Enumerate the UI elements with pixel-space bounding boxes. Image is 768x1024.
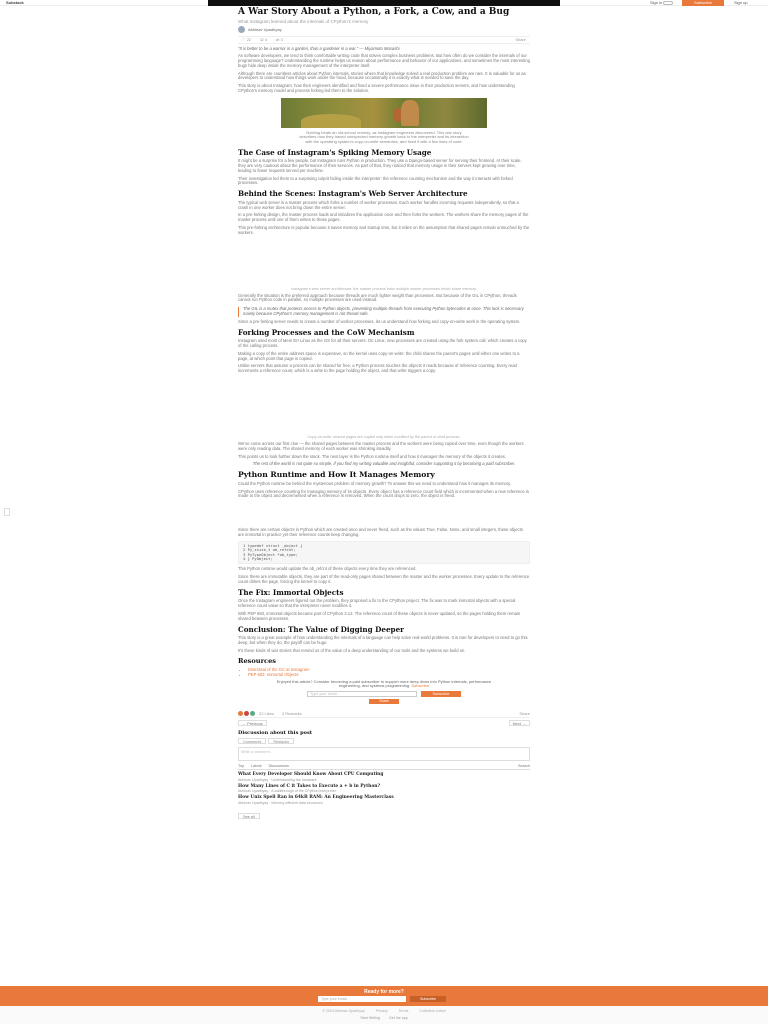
copyright: © 2024 Abhinav Upadhyay <box>322 1009 365 1013</box>
resources-heading: Resources <box>238 656 276 665</box>
tab-latest[interactable]: Latest <box>251 763 262 768</box>
body-paragraph: This points us to look further down the stack. The next layer is the Python runtime itself and how it manages the memory of the objects it creates. <box>238 453 507 459</box>
related-title[interactable]: How Many Lines of C it Takes to Execute a + b in Python? <box>238 783 381 789</box>
footer-subscribe-button[interactable]: Subscribe <box>410 996 446 1002</box>
section-paragraph: This pre-forking architecture is popular because it saves memory and startup time, but it relies on the assumption that shared pages remain untouched by the workers. <box>238 225 530 235</box>
subscribe-quote: The rest of the world is not quite so simple, if you find my writing valuable and insightful, consider supporting it by becoming a paid subscriber. <box>252 461 516 467</box>
epigraph: "It is better to be a warrior in a garden, than a gardener in a war." — Miyamoto Musashi <box>238 45 400 51</box>
subscribe-button[interactable]: Subscribe <box>421 691 461 697</box>
article-column <box>238 8 530 823</box>
code-line: 1 typedef struct _object { <box>243 542 303 548</box>
footer-cta <box>0 986 768 1006</box>
subfooter <box>0 1006 768 1024</box>
tab-comments[interactable]: Comments <box>238 738 266 744</box>
article-subtitle: What Instagram learned about the internals of CPython's memory <box>238 18 369 24</box>
section-heading: The Case of Instagram's Spiking Memory Usage <box>238 147 432 157</box>
code-line: 4 } PyObject; <box>243 555 273 561</box>
section-paragraph: Unlike servers that assume a process can be shared for free, a Python process touches the objects it reads because of reference counting. Every read increments a reference count, which is a write to the page holding the object, and that write triggers a copy. <box>238 363 517 374</box>
author-name[interactable]: Abhinav Upadhyay <box>248 27 282 32</box>
next-post-button[interactable]: Next → <box>509 720 530 726</box>
section-paragraph: Making a copy of the entire address space is expensive, so the kernel uses copy-on-write: the child shares the parent's pages until either one writes to a page, at which point that page is copied. <box>238 350 520 361</box>
email-input[interactable]: Type your email... <box>307 691 417 697</box>
section-paragraph: The typical web server is a master process which forks a number of worker processes. Each worker handles incoming requests independently, so that a crash in one worker does not bring down the entire server. <box>238 199 519 210</box>
comment-input[interactable]: Write a comment... <box>238 747 530 761</box>
section-heading: Behind the Scenes: Instagram's Web Server Architecture <box>238 189 468 199</box>
list-tabs <box>238 764 530 770</box>
share-button[interactable]: Share <box>519 710 530 716</box>
search-icon[interactable] <box>663 1 673 5</box>
see-all-button[interactable]: See all <box>238 813 260 819</box>
diagram-placeholder <box>238 499 530 525</box>
discussion-tabs <box>238 738 530 744</box>
collection-notice-link[interactable]: Collection notice <box>419 1009 446 1013</box>
related-title[interactable]: What Every Developer Should Know About CPU Computing <box>238 771 384 777</box>
hero-caption: Nothing beats an old-school remedy, as Instagram engineers discovered. This war story describes how they traced unexpected memory growth back to the interpreter and its interaction with the operating system's copy-on-write semantics, and fixed it with a few lines of code. <box>299 129 469 145</box>
section-paragraph: It might be a surprise for a few people, but Instagram runs Python in production. They use a Django-based server for serving their frontend. At their scale, they are very cautious about the performance of their services. As part of that, they noticed that memory usage in their servers kept growing over time, leading to fewer requests served per machine. <box>238 158 522 173</box>
resources-list <box>238 667 530 677</box>
get-app-link[interactable]: Get the app <box>388 1016 408 1020</box>
intro-paragraph: As software developers, we tend to think comfortable writing code that solves complex business problems. But how often do we consider the internals of our programming language? Understanding the runtime helps us reason about performance and behavior of our applications, and sometimes the most interesting bugs hide deep inside the memory management of the interpreter itself. <box>238 53 530 68</box>
body-paragraph: Since a pre-forking server needs to create a number of worker processes, let us understand how forking and copy-on-write work in the operating system. <box>238 318 521 324</box>
related-meta: Abhinav Upadhyay · Understanding the hardware <box>238 777 317 782</box>
section-paragraph: Could the Python runtime be behind the mysterious problem of memory growth? To answer this we need to understand how it manages its memory. <box>238 480 512 486</box>
callout: The GIL is a mutex that protects access to Python objects, preventing multiple threads from executing Python bytecodes at once. This lock is necessary mainly because CPython's memory management is not thread-safe. <box>238 307 530 317</box>
comment-button[interactable]: ⬭ 4 <box>260 37 268 42</box>
diagram-placeholder <box>238 374 530 432</box>
related-title[interactable]: How Unix Spell Ran in 64kB RAM: An Engineering Masterclass <box>238 795 394 801</box>
share-button[interactable]: Share <box>369 699 399 704</box>
section-paragraph: Once the Instagram engineers figured out the problem, they proposed a fix to the CPython project. The fix was to mark immortal objects with a special reference count value so that the interpreter never modifies it. <box>238 598 516 609</box>
section-heading: Forking Processes and the CoW Mechanism <box>238 327 415 337</box>
code-block <box>238 541 530 565</box>
discussion-title: Discussion about this post <box>238 729 313 736</box>
diagram-caption: Copy-on-write: shared pages are copied only when modified by the parent or child process. <box>307 434 461 439</box>
reaction-avatar[interactable] <box>250 711 255 716</box>
subscribe-button[interactable]: Subscribe <box>682 0 724 6</box>
byline <box>238 26 530 34</box>
section-heading: Python Runtime and How It Manages Memory <box>238 470 435 480</box>
footer-links-secondary <box>0 1016 768 1020</box>
reaction-avatar[interactable] <box>238 711 243 716</box>
avatar[interactable] <box>238 26 245 33</box>
scroll-indicator[interactable] <box>4 508 10 516</box>
related-post[interactable] <box>238 796 530 805</box>
bottom-actions <box>238 710 530 718</box>
terms-link[interactable]: Terms <box>398 1009 409 1013</box>
restack-count[interactable]: 3 Restacks <box>281 710 302 716</box>
promo-text: Enjoyed this article? Consider becoming a paid subscriber to support more deep dives into Python internals, performance engineering, and systems programming. <box>276 678 492 689</box>
related-post[interactable] <box>238 785 530 794</box>
body-paragraph: This Python runtime would update the ob_refcnt of these objects every time they are referenced. <box>238 566 417 572</box>
top-bar <box>0 0 768 6</box>
promo-highlight[interactable]: Subscribe <box>411 683 430 689</box>
body-paragraph: Since these are immutable objects, they are part of the read-only pages shared between the master and the worker processes. Every update to the reference count dirties the page, forcing the kernel to copy it. <box>238 574 530 584</box>
section-heading: Conclusion: The Value of Digging Deeper <box>238 624 404 634</box>
start-writing-link[interactable]: Start Writing <box>360 1016 380 1020</box>
like-button[interactable]: ♡ 22 <box>242 37 252 42</box>
like-count[interactable]: 22 Likes <box>259 710 274 716</box>
sign-in-link[interactable]: Sign in <box>650 0 663 5</box>
sign-up-link[interactable]: Sign up <box>734 0 748 5</box>
body-paragraph: Since there are certain objects in Python which are created once and never freed, such as the values True, False, None, and small integers, these objects are immortal in practice yet their reference counts keep changing. <box>238 527 523 537</box>
section-heading: The Fix: Immortal Objects <box>238 587 344 597</box>
header-banner <box>208 0 560 6</box>
reaction-avatar[interactable] <box>244 711 249 716</box>
intro-paragraph: Although there are countless articles about Python internals, stories where that knowledge solved a real production problem are rare. It is valuable for us as developers to understand how things work under the hood, because occasionally it is exactly what is needed to save the day. <box>238 70 526 81</box>
reactions <box>238 711 302 716</box>
body-paragraph: Generally the situation is the preferred approach because threads are much lighter weight than processes. But because of the GIL in CPython, threads cannot run Python code in parallel, so multiple processes are used instead. <box>238 292 517 303</box>
tab-restacks[interactable]: Restacks <box>268 738 294 744</box>
subscribe-promo <box>274 680 494 689</box>
figure-shape <box>401 100 419 126</box>
post-nav <box>238 720 530 726</box>
section-paragraph: In a pre-forking design, the master process loads and initializes the application once and then forks the workers. The workers share the memory pages of the master process until one of them writes to those pages. <box>238 212 529 223</box>
hay-shape <box>301 114 361 128</box>
section-paragraph: This story is a great example of how understanding the internals of a language can help solve real-world problems. It is rare for developers to need to go this deep, but when they do, the payoff can be huge. <box>238 635 528 645</box>
related-meta: Abhinav Upadhyay · A walkthrough of the CPython interpreter <box>238 789 336 794</box>
diagram-placeholder <box>238 236 530 284</box>
promo-form <box>238 691 530 697</box>
related-post[interactable] <box>238 773 530 782</box>
share-button[interactable]: Share <box>515 37 526 42</box>
section-paragraph: Their investigation led them to a surprising culprit hiding inside the interpreter: the reference counting mechanism and the way it interacts with forked processes. <box>238 175 513 186</box>
section-paragraph: It's these kinds of war stories that remind us of the value of a deep understanding of our tools and the systems we build on. <box>238 647 466 653</box>
resource-link[interactable]: • Dismissal of the GC at Instagram <box>248 667 530 672</box>
section-paragraph: Instagram used most of Mem Err Linux as the OS for all their servers. On Linux, new processes are created using the fork system call, which creates a copy of the calling process. <box>238 338 527 348</box>
tab-discussions[interactable]: Discussions <box>268 763 289 768</box>
privacy-link[interactable]: Privacy <box>375 1009 388 1013</box>
footer-email-input[interactable]: Type your email... <box>318 996 406 1002</box>
resource-link[interactable]: • PEP 683: Immortal Objects <box>248 672 530 677</box>
restack-button[interactable]: ⇄ 3 <box>276 37 283 42</box>
section-paragraph: With PEP 683, immortal objects became part of CPython 3.12. The reference count of these objects is never updated, so the pages holding them remain shared between processes. <box>238 610 521 621</box>
body-paragraph: We've come across our first clue — the shared pages between the master process and the workers were being copied over time, even though the workers were only reading data. The shared memory of each worker was shrinking steadily. <box>238 440 524 451</box>
hero-image[interactable] <box>281 98 487 128</box>
code-line: 3 PyTypeObject *ob_type; <box>243 551 298 557</box>
related-meta: Abhinav Upadhyay · Memory-efficient data structures <box>238 801 323 806</box>
post-actions <box>238 36 530 44</box>
diagram-caption: Instagram's web server architecture: the master process forks multiple worker processes which share memory. <box>291 286 477 291</box>
footer-links <box>0 1009 768 1013</box>
brand-logo[interactable]: Substack <box>6 0 24 5</box>
tab-top[interactable]: Top <box>238 763 245 768</box>
previous-post-button[interactable]: ← Previous <box>238 720 267 726</box>
intro-paragraph: This story is about Instagram: how their engineers identified and fixed a severe performance issue in their production servers, and how understanding CPython's memory model and process forking led them to the solution. <box>238 83 515 94</box>
code-line: 2 Py_ssize_t ob_refcnt; <box>243 547 296 553</box>
section-paragraph: CPython uses reference counting for managing memory of its objects. Every object has a reference count field which is incremented when a new reference is made to the object and decremented when a reference is removed. When the count drops to zero, the object is freed. <box>238 488 529 499</box>
article-title: A War Story About a Python, a Fork, a Cow, and a Bug <box>238 7 510 17</box>
search-button[interactable]: Search <box>517 763 530 768</box>
footer-label: Ready for more? <box>364 989 404 995</box>
